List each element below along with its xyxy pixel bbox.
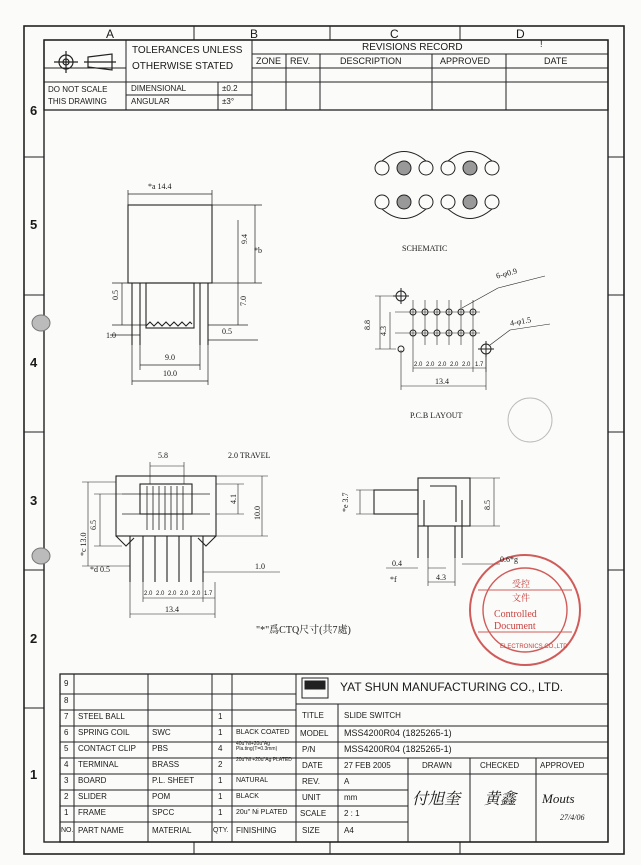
dim-0-4: 0.4: [392, 559, 402, 568]
bom-cell-qty: 1: [218, 712, 223, 721]
dim-pitchb-5: 1.7: [204, 591, 213, 597]
dim-pitch-1: 2.0: [426, 362, 435, 368]
dim-pitch-3: 2.0: [450, 362, 459, 368]
sign-header-drawn: DRAWN: [422, 761, 452, 770]
bom-cell-material: SPCC: [152, 808, 175, 817]
bom-cell-no: 6: [64, 728, 69, 737]
dim-pitchb-1: 2.0: [156, 591, 165, 597]
company-logo-text: Y.S.C.: [306, 690, 318, 695]
bom-cell-finish: 20u"Ni +20u"Ag PLATED: [236, 757, 292, 763]
rev-col-zone: ZONE: [256, 56, 282, 66]
bom-cell-no: 8: [64, 696, 69, 705]
bom-cell-finish: 40u"Ni+20u"Ag Pla.ting(T=0.3mm): [236, 741, 278, 753]
tb-label-date: DATE: [302, 761, 323, 770]
tb-label-title: TITLE: [302, 711, 324, 720]
dim-13-4: 13.4: [435, 377, 449, 386]
bom-cell-qty: 1: [218, 776, 223, 785]
bom-header-material: MATERIAL: [152, 826, 192, 835]
bom-cell-part: BOARD: [78, 776, 107, 785]
dim-8-8: 8.8: [363, 320, 372, 330]
tolerances-heading: TOLERANCES UNLESS: [132, 45, 243, 56]
dim-pitch-4: 2.0: [462, 362, 471, 368]
stamp-line2: 文件: [512, 593, 531, 603]
grid-col-b: B: [250, 27, 259, 41]
dim-e-3-7: *e 3.7: [341, 492, 350, 512]
travel-label: 2.0 TRAVEL: [228, 451, 271, 460]
grid-col-d: D: [516, 27, 525, 41]
dim-10-0b: 10.0: [253, 506, 262, 520]
stamp-line4: Document: [494, 621, 536, 632]
pcb-holes: [410, 309, 476, 336]
tb-value-model: MSS4200R04 (1825265-1): [344, 728, 452, 738]
bom-cell-qty: 1: [218, 808, 223, 817]
tb-value-date: 27 FEB 2005: [344, 761, 391, 770]
bom-cell-finish: NATURAL: [236, 777, 269, 784]
dim-a: *a 14.4: [148, 182, 172, 191]
bom-header-part: PART NAME: [78, 826, 124, 835]
ctq-note: "*"爲CTQ尺寸(共7處): [256, 625, 351, 636]
dim-0-5b: 0.5: [222, 327, 232, 336]
tolerances-heading-2: OTHERWISE STATED: [132, 61, 234, 72]
angular-value: ±3°: [222, 97, 235, 106]
bom-cell-qty: 1: [218, 792, 223, 801]
top-mark: !: [540, 39, 543, 49]
bom-cell-material: SWC: [152, 728, 171, 737]
dim-f: *f: [390, 575, 397, 584]
signature-checked: 黄鑫: [484, 791, 517, 808]
bom-cell-no: 4: [64, 760, 69, 769]
side-view-drawing: [356, 478, 500, 586]
bom-cell-no: 2: [64, 792, 69, 801]
grid-col-a: A: [106, 27, 115, 41]
schematic-drawing: [375, 152, 499, 219]
bom-header-finishing: FINISHING: [236, 826, 277, 835]
approved-date: 27/4/06: [560, 813, 585, 822]
dim-pitch-0: 2.0: [414, 362, 423, 368]
grid-row-3: 3: [30, 493, 38, 508]
bom-cell-material: BRASS: [152, 760, 180, 769]
tb-value-rev: A: [344, 777, 350, 786]
bom-cell-material: P.L. SHEET: [152, 776, 195, 785]
bom-cell-part: SPRING COIL: [78, 728, 130, 737]
dim-pitch-5: 1.7: [475, 362, 484, 368]
dim-0-5a: 0.5: [111, 290, 120, 300]
dim-8-5: 8.5: [483, 500, 492, 510]
dim-holes-4: 4-φ1.5: [509, 315, 532, 328]
dim-1-0b: 1.0: [255, 562, 265, 571]
pcb-layout-label: P.C.B LAYOUT: [410, 411, 463, 420]
bom-cell-material: PBS: [152, 744, 169, 753]
dim-pitchb-4: 2.0: [192, 591, 201, 597]
company-name: YAT SHUN MANUFACTURING CO., LTD.: [340, 680, 564, 694]
top-view-drawing: [110, 190, 262, 385]
bom-cell-no: 3: [64, 776, 69, 785]
grid-row-6: 6: [30, 103, 38, 118]
dim-7-0: 7.0: [239, 296, 248, 306]
bom-cell-finish: BLACK: [236, 793, 259, 800]
bom-cell-part: CONTACT CLIP: [78, 744, 136, 753]
tb-label-model: MODEL: [300, 729, 329, 738]
rev-col-description: DESCRIPTION: [340, 56, 402, 66]
bom-header-no: NO.: [61, 827, 74, 834]
dimensional-label: DIMENSIONAL: [131, 84, 187, 93]
dim-6-5: 6.5: [89, 520, 98, 530]
grid-row-5: 5: [30, 217, 38, 232]
bom-cell-part: FRAME: [78, 808, 106, 817]
bom-cell-qty: 1: [218, 728, 223, 737]
tb-value-size: A4: [344, 826, 354, 835]
dim-c-13-0: *c 13.0: [79, 532, 88, 556]
company-logo-icon: [302, 678, 328, 698]
dim-10-0: 10.0: [163, 369, 177, 378]
tb-value-title: SLIDE SWITCH: [344, 711, 401, 720]
angular-label: ANGULAR: [131, 97, 170, 106]
dim-pitch-2: 2.0: [438, 362, 447, 368]
dim-b: *b: [254, 246, 262, 255]
tb-label-unit: UNIT: [302, 793, 321, 802]
dim-d-0-5: *d 0.5: [90, 565, 110, 574]
dim-pitchb-3: 2.0: [180, 591, 189, 597]
sign-header-checked: CHECKED: [480, 761, 520, 770]
schematic-label: SCHEMATIC: [402, 244, 448, 253]
do-not-scale-note: DO NOT SCALE: [48, 85, 108, 94]
signature-drawn: 付旭奎: [412, 791, 461, 808]
dim-pitchb-0: 2.0: [144, 591, 153, 597]
dim-13-4b: 13.4: [165, 605, 179, 614]
bom-cell-part: SLIDER: [78, 792, 107, 801]
dim-5-8: 5.8: [158, 451, 168, 460]
dim-g: 0.6*g: [500, 555, 518, 564]
bom-cell-no: 5: [64, 744, 69, 753]
tb-value-pn: MSS4200R04 (1825265-1): [344, 744, 452, 754]
bom-cell-material: POM: [152, 792, 171, 801]
rev-col-approved: APPROVED: [440, 56, 491, 66]
dim-9-4: 9.4: [240, 234, 249, 244]
bom-header-qty: QTY.: [213, 827, 229, 834]
tb-label-size: SIZE: [302, 826, 320, 835]
grid-row-2: 2: [30, 631, 38, 646]
grid-col-c: C: [390, 27, 399, 41]
bom-cell-finish: BLACK COATED: [236, 729, 290, 736]
sign-header-approved: APPROVED: [540, 761, 585, 770]
tb-value-unit: mm: [344, 793, 358, 802]
revisions-title: REVISIONS RECORD: [362, 42, 463, 53]
tb-label-pn: P/N: [302, 745, 316, 754]
stamp-line3: Controlled: [494, 609, 537, 620]
dim-4-3b: 4.3: [436, 573, 446, 582]
bom-cell-finish: 20u" Ni PLATED: [236, 809, 288, 816]
bom-cell-no: 1: [64, 808, 69, 817]
dimensional-value: ±0.2: [222, 84, 238, 93]
do-not-scale-note-2: THIS DRAWING: [48, 97, 107, 106]
tb-label-rev: REV.: [302, 777, 320, 786]
bom-cell-no: 9: [64, 679, 69, 688]
tb-label-scale: SCALE: [300, 809, 327, 818]
bom-cell-qty: 2: [218, 760, 223, 769]
grid-row-4: 4: [30, 355, 38, 370]
faint-stamp-icon: [508, 398, 552, 442]
rev-col-date: DATE: [544, 56, 568, 66]
bom-cell-no: 7: [64, 712, 69, 721]
bom-cell-part: STEEL BALL: [78, 712, 125, 721]
tb-value-scale: 2 : 1: [344, 809, 360, 818]
dim-9-0: 9.0: [165, 353, 175, 362]
stamp-line1: 受控: [512, 579, 531, 589]
dim-pitchb-2: 2.0: [168, 591, 177, 597]
dim-1-0: 1.0: [106, 331, 116, 340]
dim-4-3: 4.3: [379, 326, 388, 336]
signature-approved: Mouts: [542, 791, 575, 806]
grid-row-1: 1: [30, 767, 38, 782]
binder-hole-icon: [32, 548, 50, 564]
rev-col-rev: REV.: [290, 56, 311, 66]
pcb-layout-drawing: [375, 276, 550, 390]
dim-holes-6: 6-φ0.9: [495, 266, 518, 281]
dim-4-1: 4.1: [229, 494, 238, 504]
bom-cell-part: TERMINAL: [78, 760, 119, 769]
stamp-ring-text: ELECTRONICS CO.,LTD: [500, 644, 568, 650]
bom-cell-qty: 4: [218, 744, 223, 753]
binder-hole-icon: [32, 315, 50, 331]
projection-symbol-icon: [54, 51, 116, 73]
